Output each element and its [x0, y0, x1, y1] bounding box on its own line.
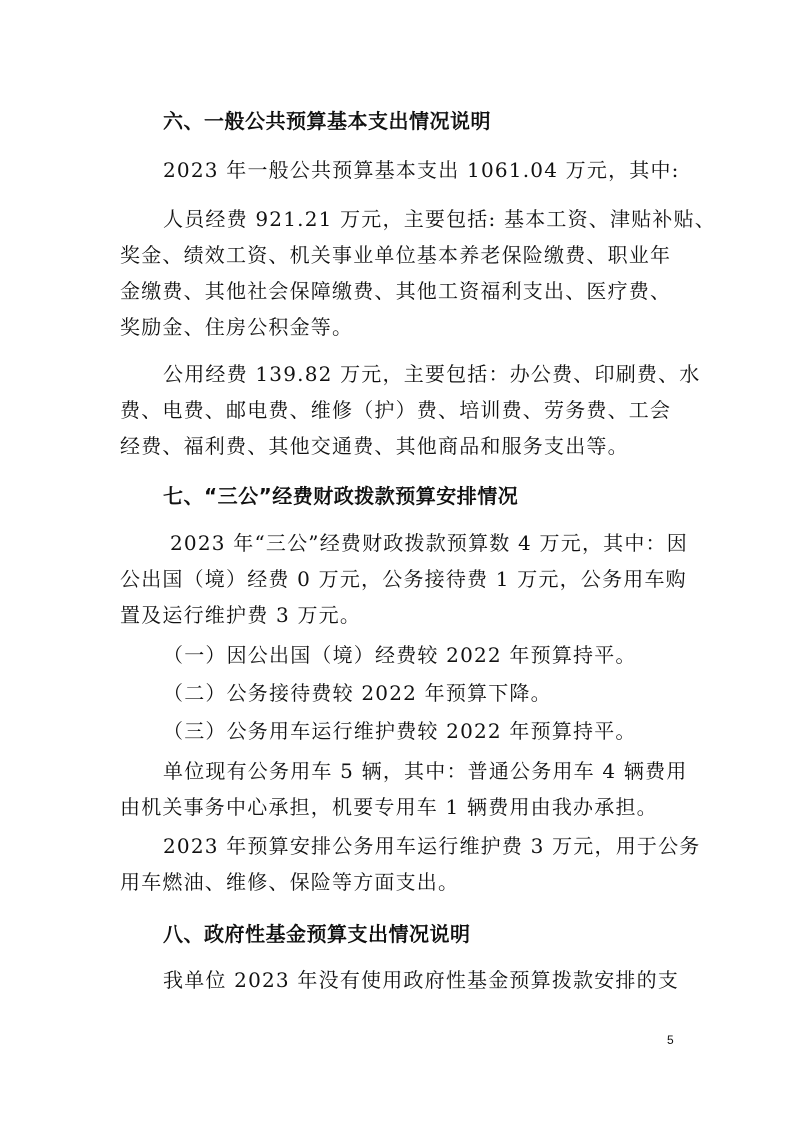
paragraph-line: 奖金、绩效工资、机关事业单位基本养老保险缴费、职业年 — [120, 243, 672, 267]
paragraph-line: 用车燃油、维修、保险等方面支出。 — [120, 870, 460, 894]
paragraph-line: 奖励金、住房公积金等。 — [120, 315, 354, 339]
paragraph-line: 2023 年一般公共预算基本支出 1061.04 万元，其中: — [163, 158, 680, 182]
paragraph-line: 经费、福利费、其他交通费、其他商品和服务支出等。 — [120, 434, 629, 458]
paragraph-line: （二）公务接待费较 2022 年预算下降。 — [163, 681, 552, 705]
section-heading-6: 六、一般公共预算基本支出情况说明 — [163, 109, 491, 133]
paragraph-line: 人员经费 921.21 万元，主要包括: 基本工资、津贴补贴、 — [163, 207, 716, 231]
section-heading-8: 八、政府性基金预算支出情况说明 — [163, 922, 471, 946]
section-heading-7: 七、“三公”经费财政拨款预算安排情况 — [163, 484, 519, 508]
page-number: 5 — [667, 1033, 674, 1047]
paragraph-line: 单位现有公务用车 5 辆，其中：普通公务用车 4 辆费用 — [163, 759, 688, 783]
paragraph-line: 2023 年“三公”经费财政拨款预算数 4 万元，其中：因 — [170, 531, 688, 555]
paragraph-line: 2023 年预算安排公务用车运行维护费 3 万元，用于公务 — [163, 834, 701, 858]
paragraph-line: 由机关事务中心承担，机要专用车 1 辆费用由我办承担。 — [120, 795, 658, 819]
paragraph-line: （一）因公出国（境）经费较 2022 年预算持平。 — [163, 643, 637, 667]
paragraph-line: 我单位 2023 年没有使用政府性基金预算拨款安排的支 — [163, 968, 680, 992]
paragraph-line: （三）公务用车运行维护费较 2022 年预算持平。 — [163, 719, 637, 743]
paragraph-line: 公出国（境）经费 0 万元，公务接待费 1 万元，公务用车购 — [120, 567, 687, 591]
paragraph-line: 金缴费、其他社会保障缴费、其他工资福利支出、医疗费、 — [120, 279, 672, 303]
paragraph-line: 置及运行维护费 3 万元。 — [120, 603, 362, 627]
paragraph-line: 公用经费 139.82 万元，主要包括：办公费、印刷费、水 — [163, 362, 701, 386]
paragraph-line: 费、电费、邮电费、维修（护）费、培训费、劳务费、工会 — [120, 398, 672, 422]
